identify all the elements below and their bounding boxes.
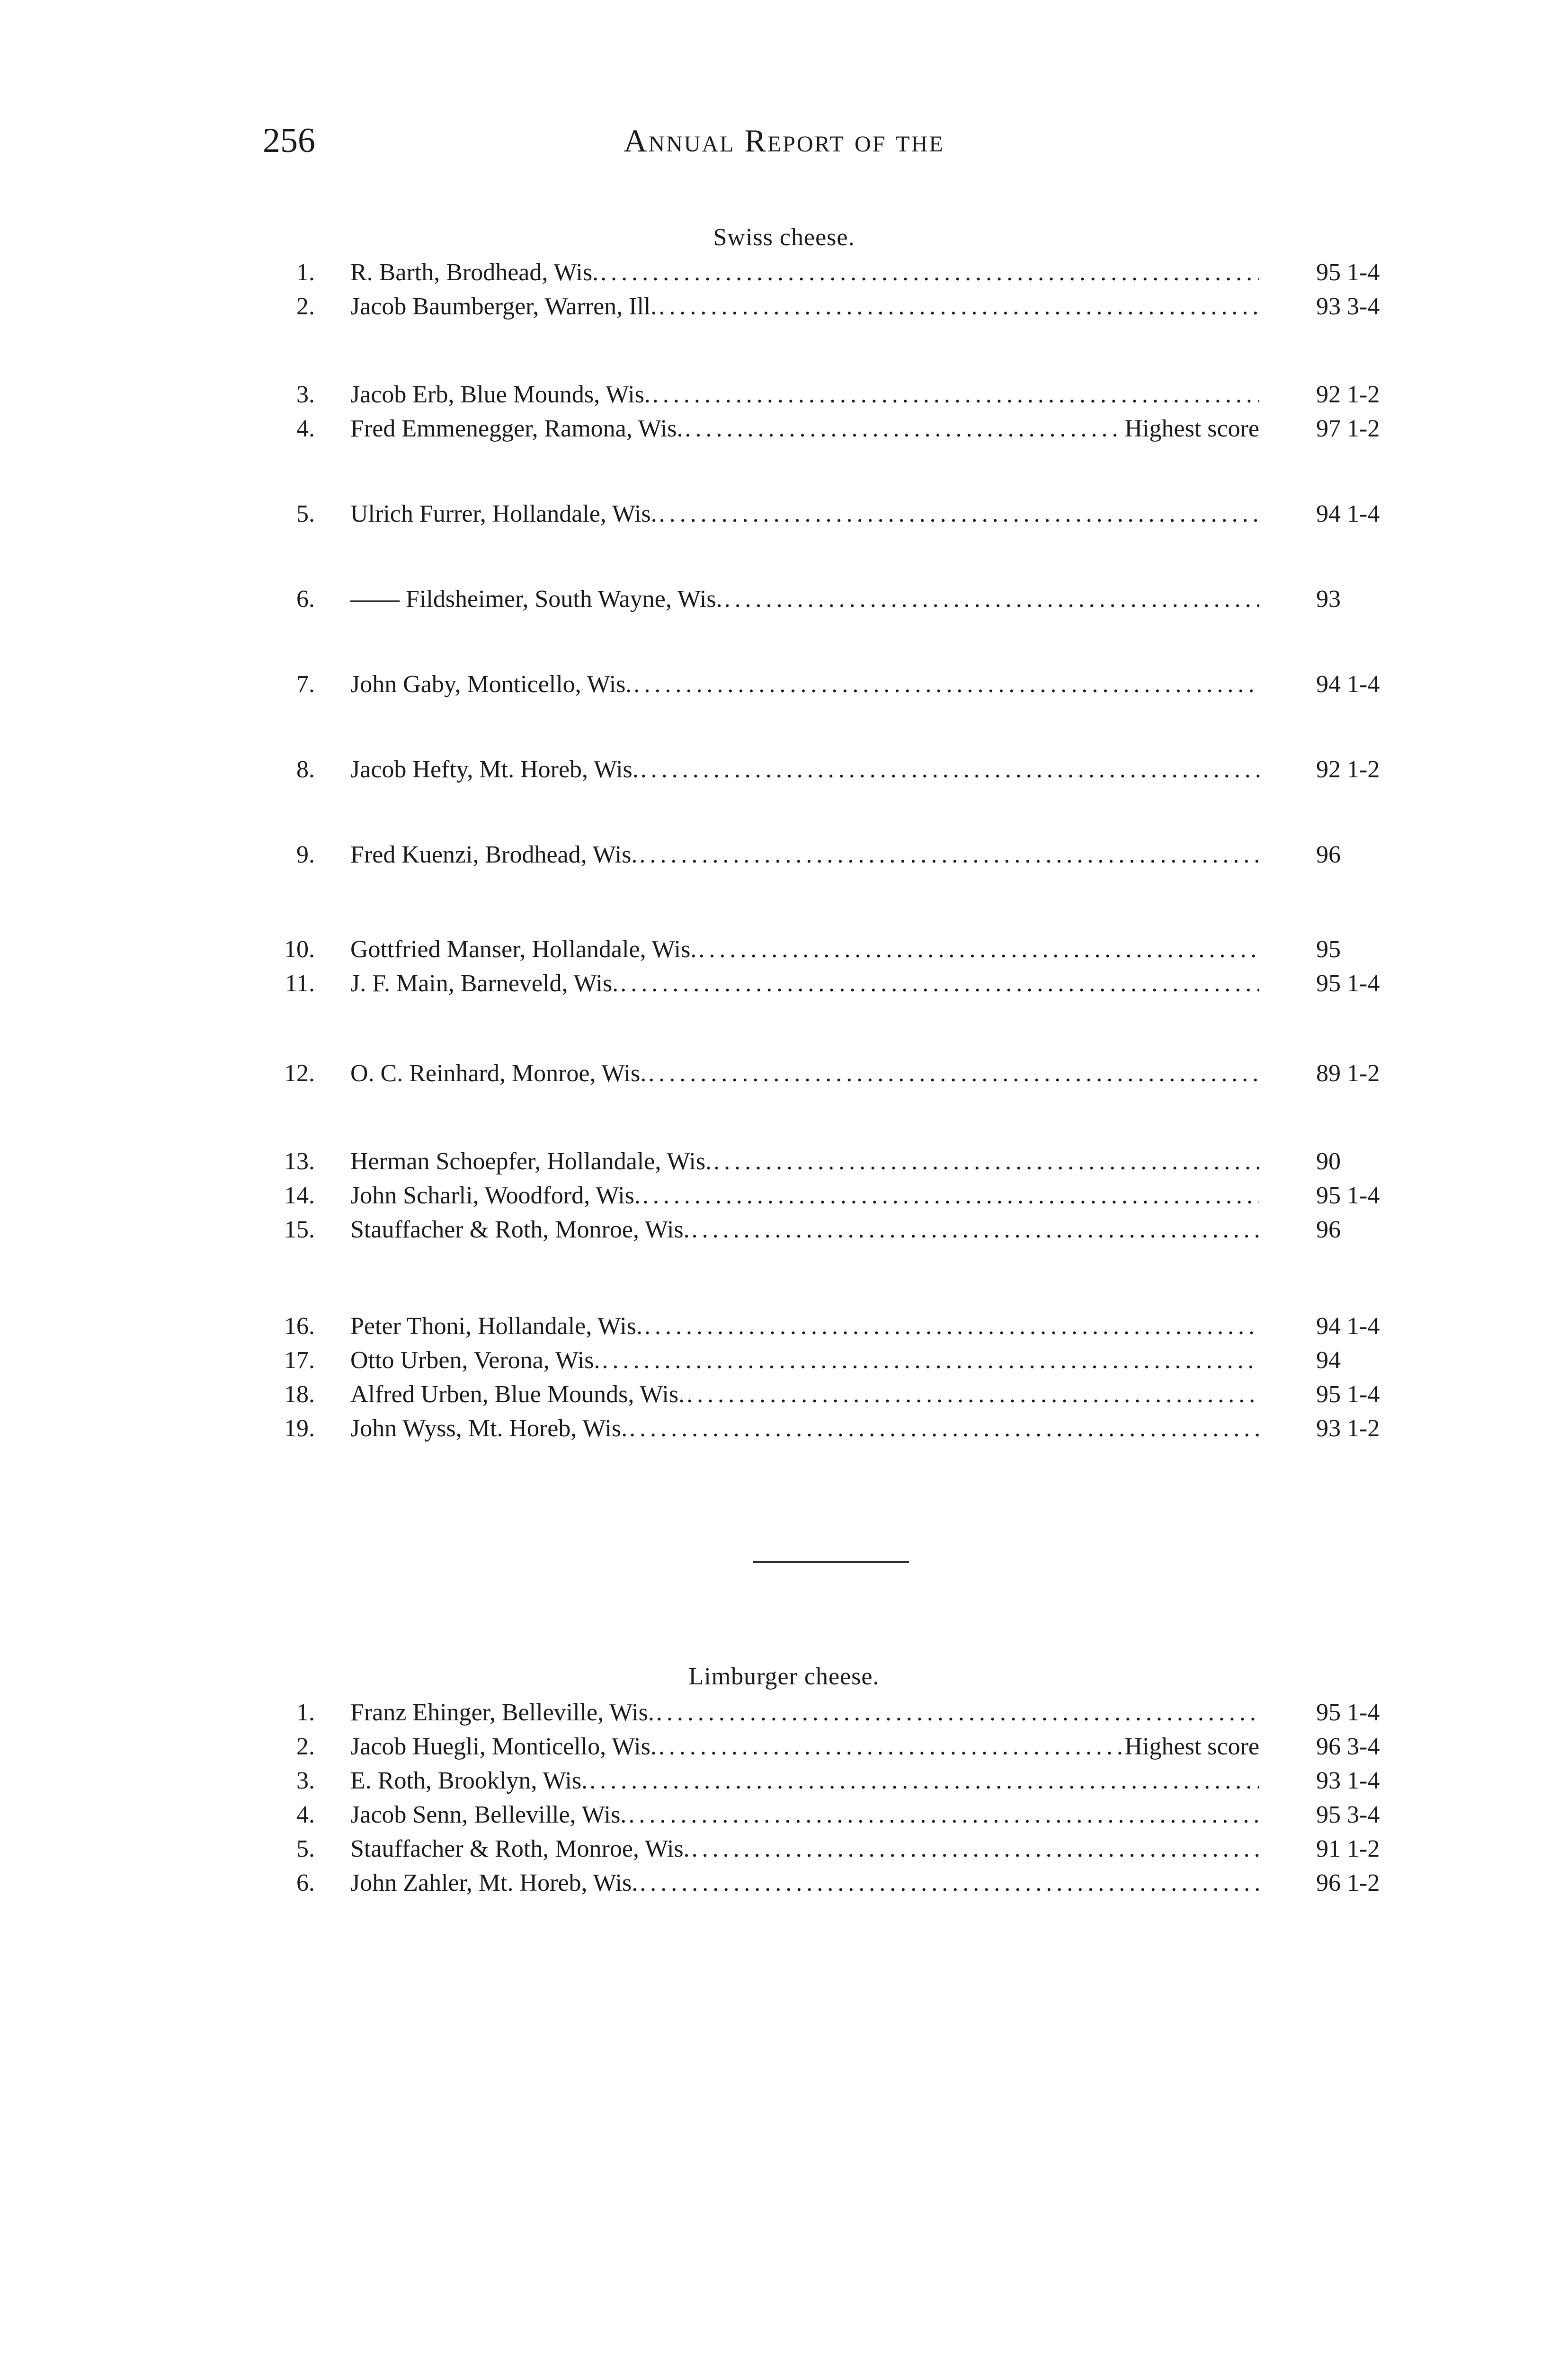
entry-number: 19. <box>284 1415 315 1442</box>
entry-text <box>350 667 1259 702</box>
entry-text <box>350 1696 1259 1730</box>
dot-leader <box>632 667 1259 702</box>
entry-text <box>350 412 1259 446</box>
entry-score: 94 1-4 <box>1316 1313 1380 1340</box>
dot-leader <box>722 582 1259 616</box>
entry-score: 96 3-4 <box>1316 1733 1380 1760</box>
entry-score: 96 <box>1316 1216 1341 1243</box>
entry-text <box>350 1179 1259 1213</box>
exhibitor-name: J. F. Main, Barneveld, Wis. <box>350 970 619 997</box>
exhibitor-name: Jacob Huegli, Monticello, Wis. <box>350 1733 657 1760</box>
exhibitor-name: Gottfried Manser, Hollandale, Wis. <box>350 936 697 963</box>
exhibitor-name: —— Fildsheimer, South Wayne, Wis. <box>350 586 722 613</box>
entry-text <box>350 1057 1259 1091</box>
exhibitor-name: Stauffacher & Roth, Monroe, Wis. <box>350 1835 690 1862</box>
entry-number: 1. <box>296 1699 315 1726</box>
exhibitor-name: Jacob Hefty, Mt. Horeb, Wis. <box>350 756 639 783</box>
entry-row <box>270 1057 1406 1091</box>
entry-text <box>350 1764 1259 1798</box>
entry-text <box>350 497 1259 531</box>
entry-text <box>350 933 1259 967</box>
exhibitor-name: Otto Urben, Verona, Wis. <box>350 1347 600 1374</box>
exhibitor-name: Jacob Baumberger, Warren, Ill. <box>350 293 657 320</box>
entry-row <box>270 1309 1406 1344</box>
entry-row <box>270 256 1406 290</box>
entry-number: 11. <box>285 970 315 997</box>
entry-row <box>270 1213 1406 1247</box>
entry-text <box>350 582 1259 616</box>
entry-score: 93 <box>1316 586 1341 613</box>
entry-score: 95 <box>1316 936 1341 963</box>
exhibitor-name: Jacob Senn, Belleville, Wis. <box>350 1801 627 1828</box>
entry-number: 16. <box>284 1313 315 1340</box>
entry-score: 95 1-4 <box>1316 1182 1380 1209</box>
exhibitor-name: R. Barth, Brodhead, Wis. <box>350 259 599 286</box>
dot-leader <box>657 1730 1122 1764</box>
entry-number: 4. <box>296 1801 315 1828</box>
entry-text <box>350 1344 1259 1378</box>
entry-score: 95 1-4 <box>1316 259 1380 286</box>
entry-row <box>270 1412 1406 1446</box>
entry-text <box>350 1730 1259 1764</box>
entry-row <box>270 290 1406 324</box>
limburger-cheese-title: Limburger cheese. <box>688 1663 880 1690</box>
entry-number: 2. <box>296 1733 315 1760</box>
dot-leader <box>598 256 1259 290</box>
running-title: Annual Report of the <box>624 123 944 159</box>
exhibitor-name: Peter Thoni, Hollandale, Wis. <box>350 1313 642 1340</box>
page-number: 256 <box>263 121 315 160</box>
exhibitor-name: Alfred Urben, Blue Mounds, Wis. <box>350 1381 685 1408</box>
entry-text <box>350 1378 1259 1412</box>
entry-row <box>270 967 1406 1001</box>
entry-row <box>270 1832 1406 1866</box>
dot-leader <box>696 933 1259 967</box>
exhibitor-name: Jacob Erb, Blue Mounds, Wis. <box>350 381 650 408</box>
entry-number: 8. <box>296 756 315 783</box>
entry-text <box>350 1309 1259 1344</box>
entry-row <box>270 412 1406 446</box>
dot-leader <box>690 1213 1259 1247</box>
dot-leader <box>654 1696 1259 1730</box>
entry-text <box>350 378 1259 412</box>
entry-note: Highest score <box>1124 1733 1259 1760</box>
entry-number: 2. <box>296 293 315 320</box>
exhibitor-name: Fred Kuenzi, Brodhead, Wis. <box>350 841 638 868</box>
entry-text <box>350 838 1259 872</box>
entry-score: 92 1-2 <box>1316 756 1380 783</box>
entry-score: 90 <box>1316 1148 1341 1175</box>
section-divider <box>753 1561 909 1563</box>
dot-leader <box>712 1145 1259 1179</box>
dot-leader <box>646 1057 1259 1091</box>
entry-score: 93 1-2 <box>1316 1415 1380 1442</box>
entry-score: 96 1-2 <box>1316 1869 1380 1896</box>
exhibitor-name: Herman Schoepfer, Hollandale, Wis. <box>350 1148 712 1175</box>
entry-number: 3. <box>296 1767 315 1794</box>
entry-score: 94 1-4 <box>1316 671 1380 698</box>
entry-score: 93 1-4 <box>1316 1767 1380 1794</box>
entry-number: 12. <box>284 1060 315 1087</box>
dot-leader <box>657 290 1259 324</box>
page-header <box>0 119 1568 162</box>
entry-row <box>270 1378 1406 1412</box>
entry-text <box>350 1798 1259 1832</box>
entry-row <box>270 1866 1406 1900</box>
entry-text <box>350 1866 1259 1900</box>
entry-score: 96 <box>1316 841 1341 868</box>
exhibitor-name: Stauffacher & Roth, Monroe, Wis. <box>350 1216 690 1243</box>
entry-number: 14. <box>284 1182 315 1209</box>
entry-row <box>270 1798 1406 1832</box>
entry-row <box>270 838 1406 872</box>
dot-leader <box>642 1309 1259 1344</box>
dot-leader <box>639 753 1259 787</box>
entry-score: 95 1-4 <box>1316 1699 1380 1726</box>
exhibitor-name: John Zahler, Mt. Horeb, Wis. <box>350 1869 638 1896</box>
dot-leader <box>637 838 1259 872</box>
entry-text <box>350 1145 1259 1179</box>
exhibitor-name: Ulrich Furrer, Hollandale, Wis. <box>350 500 657 527</box>
entry-score: 95 1-4 <box>1316 970 1380 997</box>
entry-score: 97 1-2 <box>1316 415 1380 442</box>
entry-row <box>270 933 1406 967</box>
entry-text <box>350 1213 1259 1247</box>
entry-row <box>270 1696 1406 1730</box>
entry-number: 7. <box>296 671 315 698</box>
entry-number: 10. <box>284 936 315 963</box>
entry-number: 4. <box>296 415 315 442</box>
entry-text <box>350 753 1259 787</box>
entry-score: 93 3-4 <box>1316 293 1380 320</box>
entry-row <box>270 667 1406 702</box>
entry-row <box>270 582 1406 616</box>
exhibitor-name: Franz Ehinger, Belleville, Wis. <box>350 1699 654 1726</box>
entry-score: 94 1-4 <box>1316 500 1380 527</box>
entry-number: 9. <box>296 841 315 868</box>
exhibitor-name: Fred Emmenegger, Ramona, Wis. <box>350 415 683 442</box>
entry-number: 5. <box>296 1835 315 1862</box>
entry-number: 5. <box>296 500 315 527</box>
entry-text <box>350 290 1259 324</box>
entry-row <box>270 1730 1406 1764</box>
entry-text <box>350 967 1259 1001</box>
entry-row <box>270 378 1406 412</box>
dot-leader <box>638 1866 1259 1900</box>
entry-row <box>270 1764 1406 1798</box>
dot-leader <box>641 1179 1259 1213</box>
entry-number: 1. <box>296 259 315 286</box>
dot-leader <box>685 1378 1259 1412</box>
entry-number: 6. <box>296 1869 315 1896</box>
entry-number: 17. <box>284 1347 315 1374</box>
dot-leader <box>626 1798 1259 1832</box>
entry-score: 95 1-4 <box>1316 1381 1380 1408</box>
entry-text <box>350 256 1259 290</box>
entry-note: Highest score <box>1124 415 1259 442</box>
dot-leader <box>627 1412 1259 1446</box>
exhibitor-name: John Wyss, Mt. Horeb, Wis. <box>350 1415 628 1442</box>
entry-score: 91 1-2 <box>1316 1835 1380 1862</box>
exhibitor-name: John Gaby, Monticello, Wis. <box>350 671 632 698</box>
dot-leader <box>588 1764 1259 1798</box>
exhibitor-name: E. Roth, Brooklyn, Wis. <box>350 1767 588 1794</box>
dot-leader <box>683 412 1122 446</box>
entry-row <box>270 1145 1406 1179</box>
entry-row <box>270 1344 1406 1378</box>
exhibitor-name: John Scharli, Woodford, Wis. <box>350 1182 641 1209</box>
dot-leader <box>650 378 1259 412</box>
swiss-cheese-title: Swiss cheese. <box>713 224 855 251</box>
entry-text <box>350 1832 1259 1866</box>
entry-score: 89 1-2 <box>1316 1060 1380 1087</box>
exhibitor-name: O. C. Reinhard, Monroe, Wis. <box>350 1060 647 1087</box>
entry-number: 13. <box>284 1148 315 1175</box>
dot-leader <box>600 1344 1259 1378</box>
entry-score: 94 <box>1316 1347 1341 1374</box>
entry-text <box>350 1412 1259 1446</box>
entry-number: 15. <box>284 1216 315 1243</box>
entry-row <box>270 497 1406 531</box>
entry-score: 95 3-4 <box>1316 1801 1380 1828</box>
entry-number: 6. <box>296 586 315 613</box>
dot-leader <box>618 967 1259 1001</box>
entry-score: 92 1-2 <box>1316 381 1380 408</box>
dot-leader <box>657 497 1259 531</box>
entry-row <box>270 753 1406 787</box>
dot-leader <box>690 1832 1259 1866</box>
entry-number: 18. <box>284 1381 315 1408</box>
entry-row <box>270 1179 1406 1213</box>
entry-number: 3. <box>296 381 315 408</box>
